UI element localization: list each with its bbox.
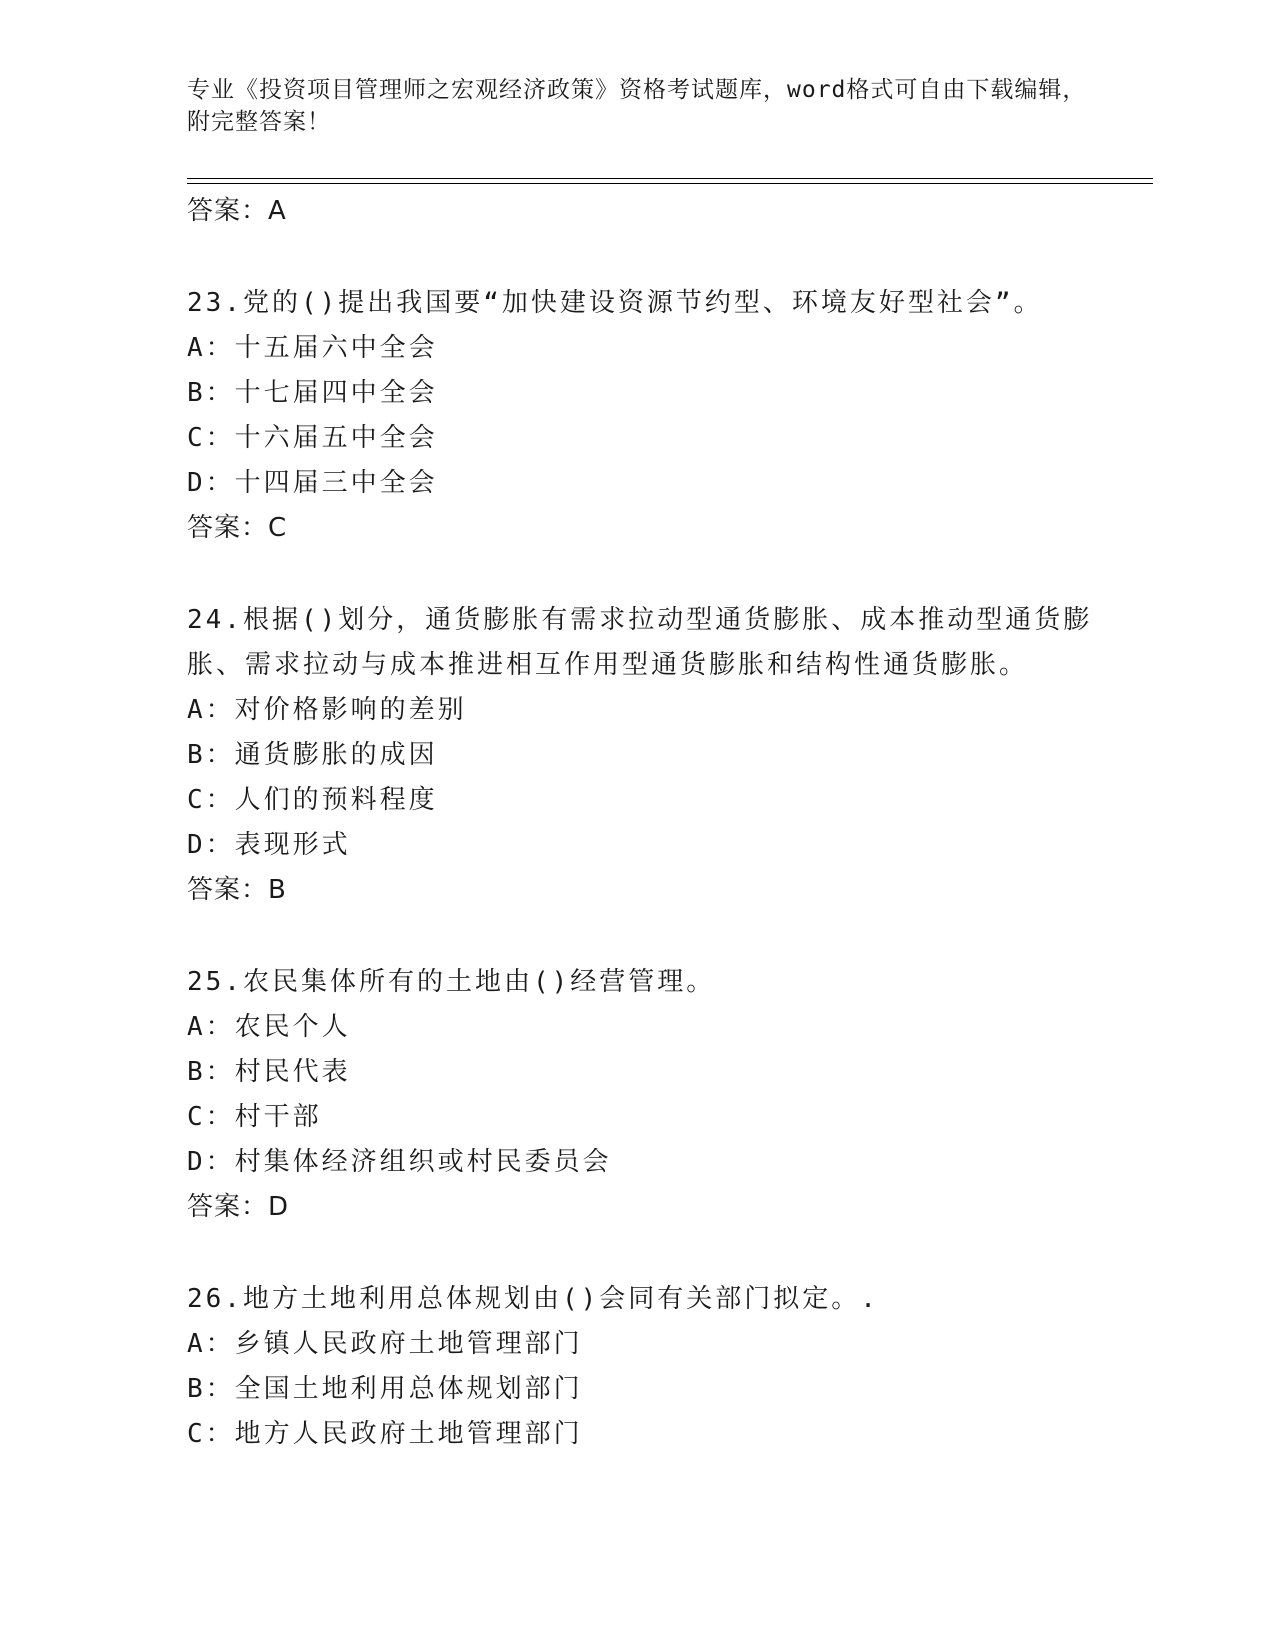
option-c: C：人们的预料程度 [187, 785, 438, 815]
option-d: D：村集体经济组织或村民委员会 [187, 1147, 612, 1177]
spacer [187, 1230, 1147, 1277]
document-header: 专业《投资项目管理师之宏观经济政策》资格考试题库，word格式可自由下载编辑，附完整答案！ [187, 77, 1087, 135]
question-block [187, 960, 1147, 1230]
option-a: A：十五届六中全会 [187, 333, 438, 363]
question-block [187, 281, 1147, 551]
question-stem: 25.农民集体所有的土地由()经营管理。 [187, 967, 716, 997]
option-a: A：对价格影响的差别 [187, 695, 467, 725]
spacer [187, 234, 1147, 281]
spacer [187, 913, 1147, 960]
answer-line: 答案：D [187, 1192, 290, 1222]
answer-line: 答案：A [187, 196, 287, 226]
question-stem: 26.地方土地利用总体规划由()会同有关部门拟定。. [187, 1284, 879, 1314]
header-divider-bottom [187, 183, 1153, 184]
answer-line: 答案：C [187, 513, 288, 543]
answer-line: 答案：B [187, 875, 287, 905]
option-b: B：全国土地利用总体规划部门 [187, 1374, 583, 1404]
question-stem: 23.党的()提出我国要“加快建设资源节约型、环境友好型社会”。 [187, 288, 1043, 318]
option-b: B：村民代表 [187, 1057, 351, 1087]
option-c: C：地方人民政府土地管理部门 [187, 1419, 583, 1449]
option-d: D：表现形式 [187, 830, 351, 860]
question-list [187, 189, 1147, 1457]
option-b: B：十七届四中全会 [187, 378, 438, 408]
option-a: A：农民个人 [187, 1012, 351, 1042]
option-d: D：十四届三中全会 [187, 468, 438, 498]
option-b: B：通货膨胀的成因 [187, 740, 438, 770]
spacer [187, 551, 1147, 598]
option-c: C：村干部 [187, 1102, 322, 1132]
header-divider-top [187, 178, 1153, 179]
question-stem: 24.根据()划分，通货膨胀有需求拉动型通货膨胀、成本推动型通货膨 [187, 605, 1093, 635]
option-a: A：乡镇人民政府土地管理部门 [187, 1329, 583, 1359]
option-c: C：十六届五中全会 [187, 423, 438, 453]
question-block [187, 598, 1147, 913]
question-stem-continued: 胀、需求拉动与成本推进相互作用型通货膨胀和结构性通货膨胀。 [187, 650, 1029, 680]
question-block [187, 1277, 1147, 1457]
